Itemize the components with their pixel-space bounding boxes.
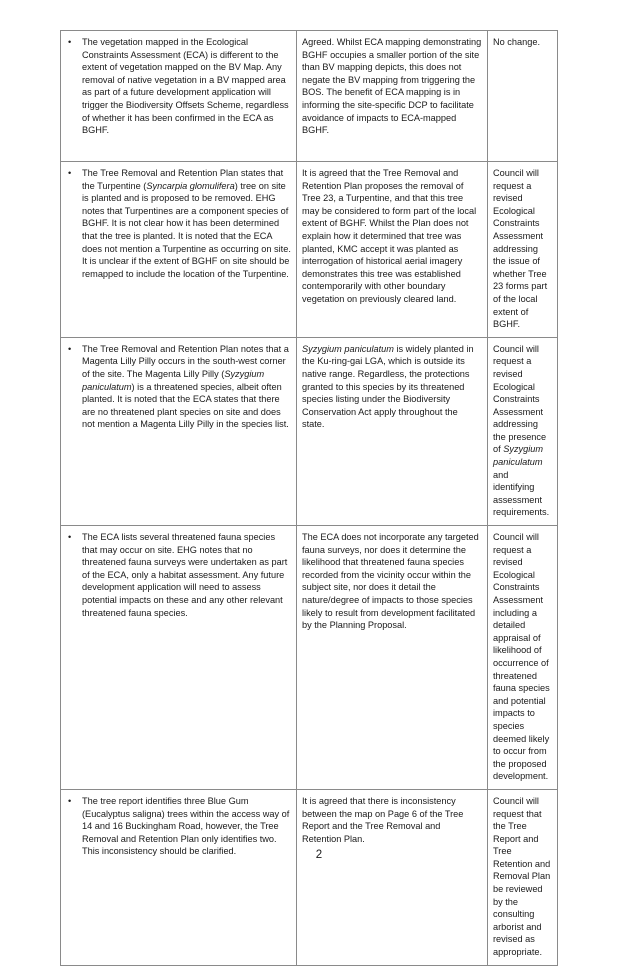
issue-cell [61, 526, 297, 790]
issue-text [82, 343, 291, 431]
action-text [493, 167, 552, 331]
italic-species-name: Syncarpia glomulifera [146, 180, 235, 191]
text-run: The ECA does not incorporate any targeted fauna surveys, nor does it determine the likelihood that threatened fauna species recorded from the vicinity occur within the subject site, nor does it detail the nature/degree of impacts to those species likely to result from development facilitated by the Planning Proposal. [302, 532, 479, 631]
table-row [61, 31, 558, 162]
action-text [493, 795, 552, 959]
action-text [493, 36, 552, 49]
text-run: and identifying assessment requirements. [493, 469, 550, 518]
bullet-icon: • [68, 37, 72, 47]
text-run: Council will request a revised Ecological Constraints Assessment addressing the issue of whether Tree 23 forms part of the local extent of BGHF. [493, 168, 548, 330]
text-run: Agreed. Whilst ECA mapping demonstrating BGHF occupies a smaller portion of the site than BV mapping depicts, this does not negate the BV mapping from triggering the BOS. The benefit of ECA mapping is in informing the site-specific DCP to facilitate avoidance of impacts to ECA-mapped BGHF. [302, 37, 482, 136]
issue-cell [61, 162, 297, 338]
text-run: It is agreed that there is inconsistency between the map on Page 6 of the Tree Report and the Tree Removal and Retention Plan. [302, 795, 464, 844]
text-run: The ECA lists several threatened fauna species that may occur on site. EHG notes that no threatened fauna surveys were undertaken as part of the ECA, only a habitat assessment. Any future development application will need to assess potential impacts on these and any other relevant threatened fauna species. [82, 532, 288, 618]
table-row [61, 337, 558, 525]
table-row [61, 789, 558, 965]
text-run: The tree report identifies three Blue Gum (Eucalyptus saligna) trees within the access way of 14 and 16 Buckingham Road, however, the Tree Removal and Retention Plan only identifies two. This inconsistency should be clarified. [82, 795, 290, 857]
issue-cell [61, 31, 297, 162]
response-cell [297, 162, 488, 338]
text-run: Council will request that the Tree Report and Tree Retention and Removal Plan be reviewed by the consulting arborist and revised as appropriate. [493, 795, 551, 958]
text-run: The Tree Removal and Retention Plan states that the Turpentine ( [82, 168, 284, 191]
response-text [302, 795, 482, 845]
bullet-icon: • [68, 795, 72, 806]
action-cell [488, 337, 558, 525]
response-text [302, 531, 482, 632]
response-cell [297, 789, 488, 965]
submission-response-table [60, 30, 558, 966]
text-run: is widely planted in the Ku-ring-gai LGA, which is outside its native range. Regardless, the protections granted to this species by its threatened species listing under the Biodiversity Conservation Act apply throughout the state. [302, 343, 474, 430]
action-text [493, 531, 552, 783]
text-run: Council will request a revised Ecological Constraints Assessment including a detailed appraisal of likelihood of occurrence of threatened fauna species and potential impacts to species deemed likely to occur from the proposed development. [493, 532, 550, 782]
text-run: The vegetation mapped in the Ecological Constraints Assessment (ECA) is different to the extent of vegetation mapped on the BV Map. Any removal of native vegetation in a BV mapped area as part of a future development application will trigger the Biodiversity Offsets Scheme, regardless of whether it has been confirmed in the ECA as BGHF. [82, 37, 289, 136]
issue-cell [61, 337, 297, 525]
response-text [302, 343, 482, 431]
bullet-icon: • [68, 532, 72, 543]
bullet-icon: • [68, 343, 72, 354]
action-cell [488, 31, 558, 162]
response-text [302, 167, 482, 306]
response-cell [297, 31, 488, 162]
response-cell [297, 337, 488, 525]
action-cell [488, 526, 558, 790]
action-text [493, 343, 552, 519]
issue-text [82, 36, 291, 137]
action-cell [488, 789, 558, 965]
page-number: 2 [315, 849, 323, 861]
italic-species-name: Syzygium paniculatum [82, 368, 265, 392]
text-run: No change. [493, 37, 540, 47]
text-run: The Tree Removal and Retention Plan notes that a Magenta Lilly Pilly occurs in the south-west corner of the site. The Magenta Lilly Pilly ( [82, 343, 289, 379]
text-run: Council will request a revised Ecological Constraints Assessment addressing the presence of [493, 343, 547, 455]
text-run: ) is a threatened species, albeit often planted. It is noted that the ECA states that there are no threatened plant species on site and does not mention a Magenta Lilly Pilly in the species list. [82, 381, 289, 430]
table-row [61, 526, 558, 790]
response-text [302, 36, 482, 137]
italic-species-name: Syzygium paniculatum [302, 343, 394, 354]
text-run: It is agreed that the Tree Removal and Retention Plan proposes the removal of Tree 23, a Turpentine, and that this tree may be considered to form part of the local extent of BGHF. Whilst the Plan does not explain how it determined that tree was planted, KMC accept it was planted as interrogation of historical aerial imagery demonstrates this tree was established contemporarily with other boundary vegetation on previously cleared land. [302, 168, 477, 304]
text-run: ) tree on site is planted and is proposed to be removed. EHG notes that Turpentines are a component species of BGHF. It is not clear how it has been determined that the tree is planted. It is noted that the ECA does not mention a Turpentine as occurring on site. It is unclear if the extent of BGHF on site should be remapped to include the location of the Turpentine. [82, 180, 291, 279]
action-cell [488, 162, 558, 338]
issue-cell [61, 789, 297, 965]
bullet-icon: • [68, 168, 72, 178]
table-row [61, 162, 558, 338]
issue-text [82, 531, 291, 619]
italic-species-name: Syzygium paniculatum [493, 444, 544, 468]
response-cell [297, 526, 488, 790]
issue-text [82, 167, 291, 280]
